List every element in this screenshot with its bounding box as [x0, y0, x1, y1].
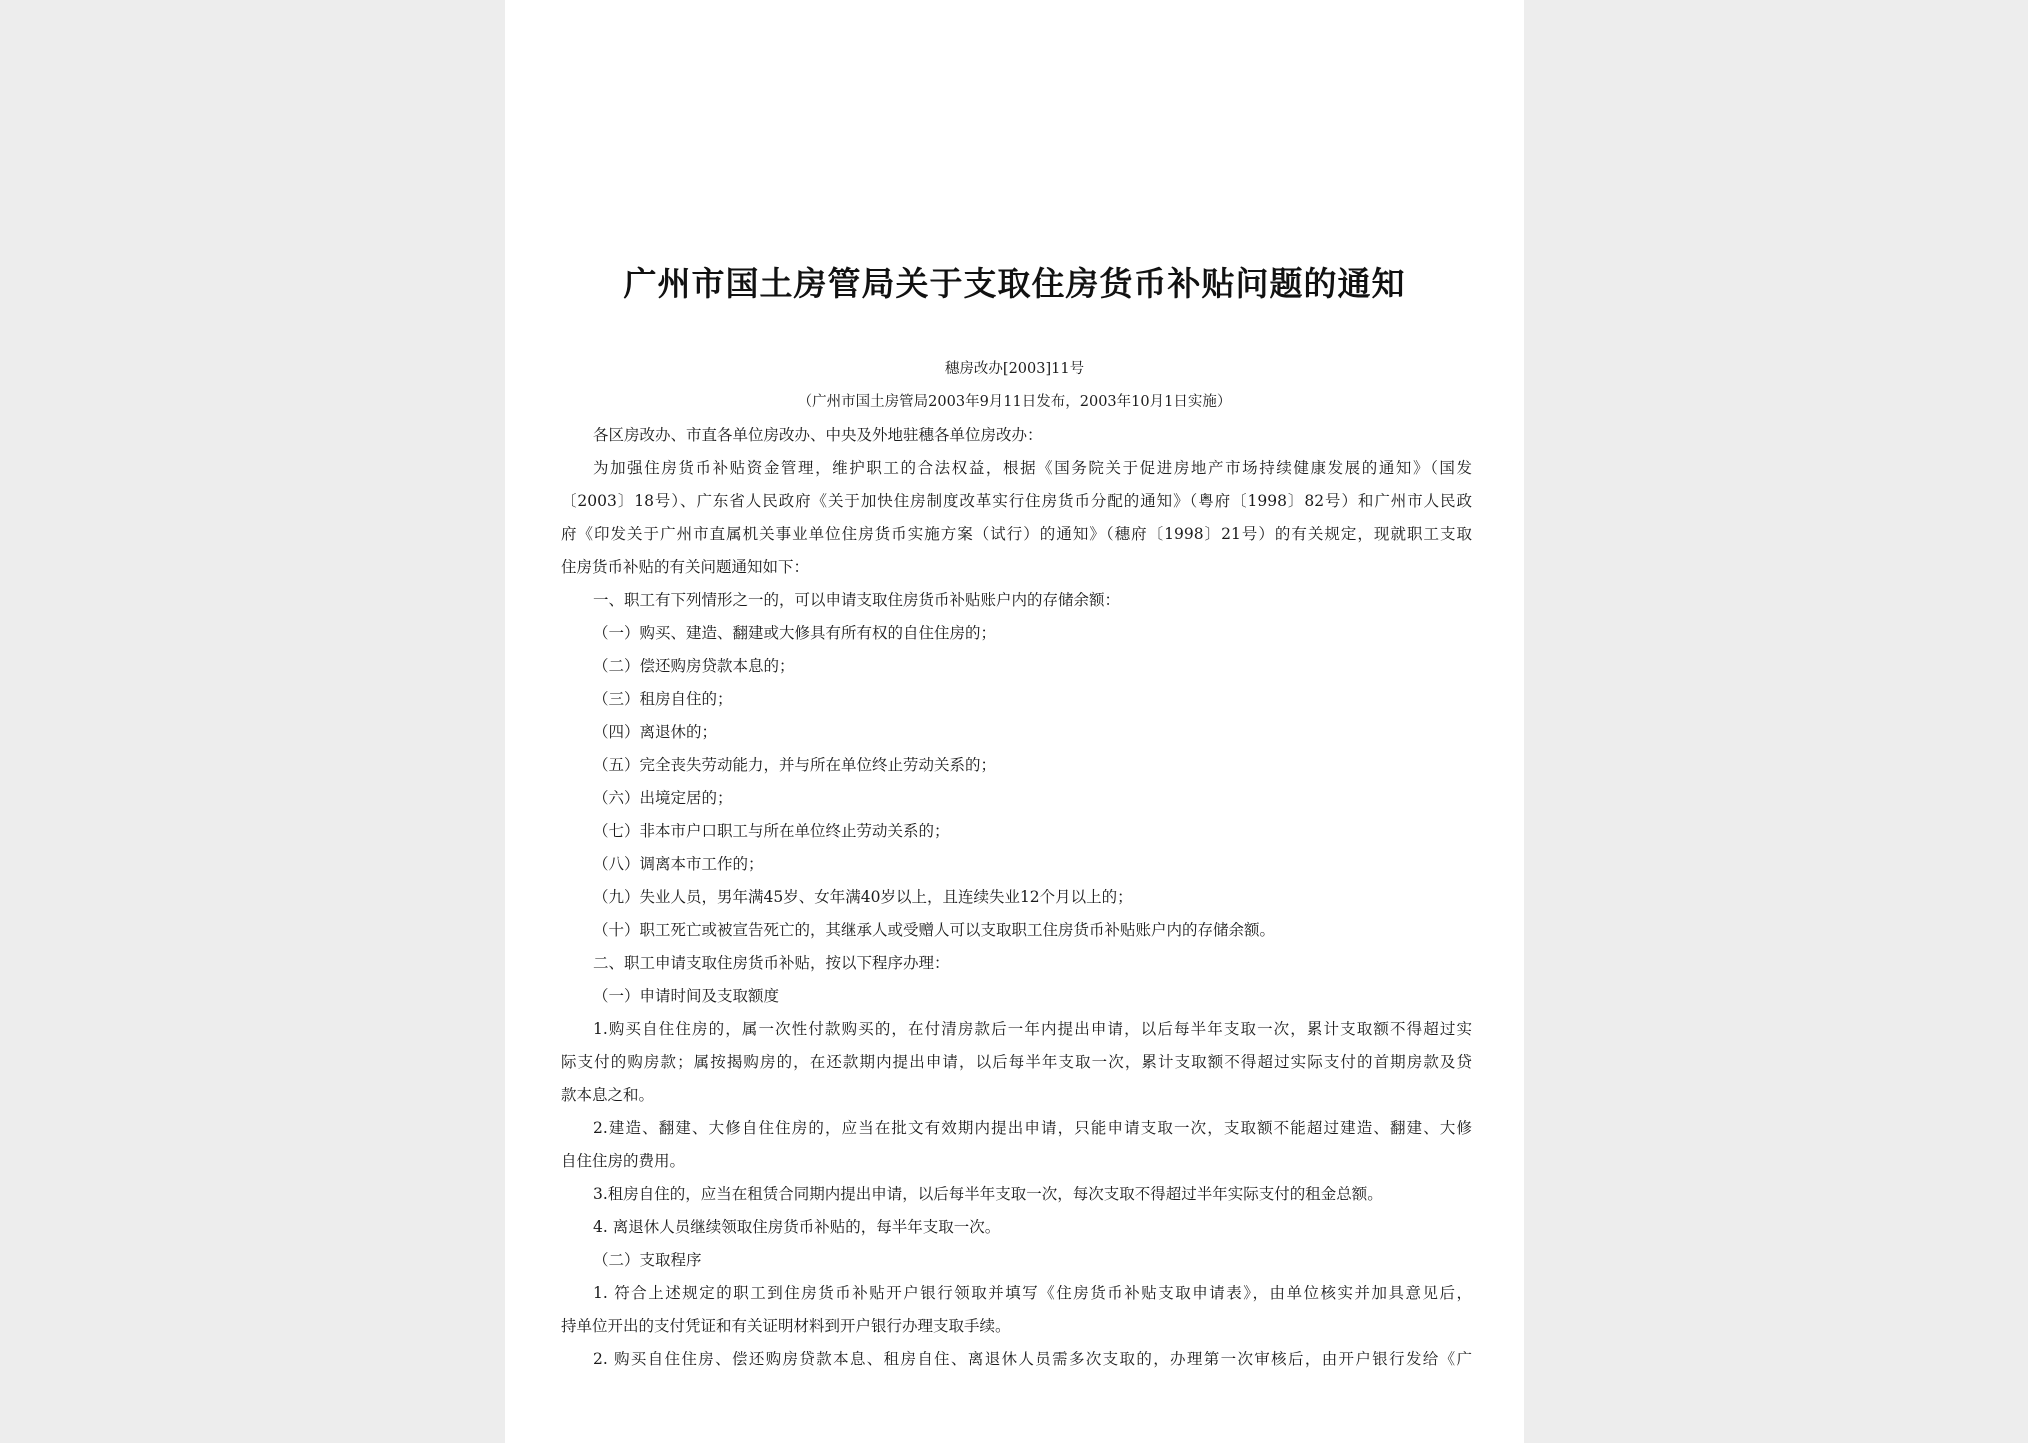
body-line: 1. 符合上述规定的职工到住房货币补贴开户银行领取并填写《住房货币补贴支取申请表》，由单位核实并加具意见后， [593, 1284, 1472, 1302]
body-line: 各区房改办、市直各单位房改办、中央及外地驻穗各单位房改办： [593, 426, 1043, 444]
body-line: 4. 离退休人员继续领取住房货币补贴的，每半年支取一次。 [593, 1218, 1001, 1236]
body-line: （八）调离本市工作的； [593, 855, 764, 873]
body-line: （二）支取程序 [593, 1251, 702, 1269]
body-line: （九）失业人员，男年满45岁、女年满40岁以上，且连续失业12个月以上的； [593, 888, 1133, 906]
body-line: （六）出境定居的； [593, 789, 733, 807]
body-line: 款本息之和。 [561, 1086, 655, 1104]
body-line: （三）租房自住的； [593, 690, 733, 708]
body-line: 一、职工有下列情形之一的，可以申请支取住房货币补贴账户内的存储余额： [593, 591, 1121, 609]
body-line: 际支付的购房款；属按揭购房的，在还款期内提出申请，以后每半年支取一次，累计支取额不得超过实际支付的首期房款及贷 [561, 1053, 1472, 1071]
body-line: 2.建造、翻建、大修自住住房的，应当在批文有效期内提出申请，只能申请支取一次，支取额不能超过建造、翻建、大修 [593, 1119, 1472, 1137]
body-line: 〔2003〕18号）、广东省人民政府《关于加快住房制度改革实行住房货币分配的通知》（粤府〔1998〕82号）和广州市人民政 [561, 492, 1472, 510]
body-line: 自住住房的费用。 [561, 1152, 686, 1170]
body-line: （一）申请时间及支取额度 [593, 987, 780, 1005]
body-line: 1.购买自住住房的，属一次性付款购买的，在付清房款后一年内提出申请，以后每半年支取一次，累计支取额不得超过实 [593, 1020, 1472, 1038]
body-line: （十）职工死亡或被宣告死亡的，其继承人或受赠人可以支取职工住房货币补贴账户内的存储余额。 [593, 921, 1276, 939]
body-line: 为加强住房货币补贴资金管理，维护职工的合法权益，根据《国务院关于促进房地产市场持续健康发展的通知》（国发 [593, 459, 1472, 477]
body-line: （一）购买、建造、翻建或大修具有所有权的自住住房的； [593, 624, 997, 642]
body-line: （二）偿还购房贷款本息的； [593, 657, 795, 675]
body-line: （七）非本市户口职工与所在单位终止劳动关系的； [593, 822, 950, 840]
body-line: 3.租房自住的，应当在租赁合同期内提出申请，以后每半年支取一次，每次支取不得超过半年实际支付的租金总额。 [593, 1185, 1383, 1203]
publication-info: （广州市国土房管局2003年9月11日发布，2003年10月1日实施） [797, 394, 1232, 410]
document-number: 穗房改办[2003]11号 [944, 361, 1085, 377]
body-line: （四）离退休的； [593, 723, 718, 741]
document-body [561, 419, 1472, 1376]
body-line: 二、职工申请支取住房货币补贴，按以下程序办理： [593, 954, 950, 972]
body-line: 住房货币补贴的有关问题通知如下： [561, 558, 810, 576]
body-line: 府《印发关于广州市直属机关事业单位住房货币实施方案（试行）的通知》（穗府〔1998〕21号）的有关规定，现就职工支取 [561, 525, 1472, 543]
body-line: （五）完全丧失劳动能力，并与所在单位终止劳动关系的； [593, 756, 997, 774]
document-title: 广州市国土房管局关于支取住房货币补贴问题的通知 [623, 264, 1406, 303]
document-page [505, 0, 1524, 1443]
body-line: 2. 购买自住住房、偿还购房贷款本息、租房自住、离退休人员需多次支取的，办理第一次审核后，由开户银行发给《广 [593, 1350, 1472, 1368]
body-line: 持单位开出的支付凭证和有关证明材料到开户银行办理支取手续。 [561, 1317, 1011, 1335]
